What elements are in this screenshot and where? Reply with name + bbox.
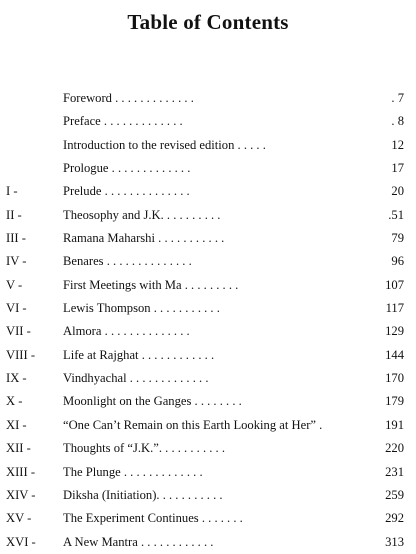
chapter-number: VI - xyxy=(6,301,27,316)
chapter-title: Diksha (Initiation). xyxy=(63,487,160,502)
chapter-title: A New Mantra xyxy=(63,534,138,549)
entry-title-line xyxy=(63,250,192,273)
dot-leader: . . . . . . . . . . . . . xyxy=(115,91,194,105)
dot-leader: . . . . . . . . xyxy=(194,394,242,409)
page-number: 313 xyxy=(385,534,404,549)
page-number: 170 xyxy=(385,371,404,386)
toc-entry xyxy=(0,250,416,273)
page-number: 129 xyxy=(385,324,404,339)
page-number: 79 xyxy=(391,231,404,246)
toc-list xyxy=(0,87,416,554)
entry-title-line xyxy=(63,274,238,297)
toc-entry xyxy=(0,87,416,110)
page-number: 107 xyxy=(385,277,404,292)
dot-leader: . . . . . . . . . . . xyxy=(153,301,220,316)
toc-entry xyxy=(0,297,416,320)
dot-leader: . . . . . . . . . . . . . xyxy=(111,161,191,176)
dot-leader: . . . . . . . . . . . . . xyxy=(123,464,203,479)
entry-title-line xyxy=(63,414,322,437)
chapter-number: XVI - xyxy=(6,534,36,549)
chapter-title: Benares xyxy=(63,254,104,269)
chapter-title: Preface xyxy=(63,114,101,129)
toc-entry xyxy=(0,437,416,460)
chapter-number: XI - xyxy=(6,417,27,432)
toc-entry xyxy=(0,414,416,437)
entry-title-line xyxy=(63,437,225,460)
toc-entry xyxy=(0,274,416,297)
dot-leader: . . . . . . . . . . xyxy=(162,487,223,502)
chapter-title: Theosophy and J.K. xyxy=(63,207,164,222)
page-number: 12 xyxy=(391,137,404,152)
entry-title-line xyxy=(63,134,266,157)
toc-entry xyxy=(0,484,416,507)
dot-leader: . . . . . xyxy=(237,137,266,152)
dot-leader: . . . . . . . . . . . . . . xyxy=(104,184,190,199)
chapter-number: IX - xyxy=(6,371,27,386)
dot-leader: . . . . . . . . . . . xyxy=(158,231,225,246)
chapter-number: XV - xyxy=(6,511,32,526)
chapter-title: The Plunge xyxy=(63,464,121,479)
page-number: . 7 xyxy=(391,91,404,105)
chapter-title: “One Can’t Remain on this Earth Looking at Her” xyxy=(63,417,316,432)
toc-entry xyxy=(0,110,416,133)
chapter-number: XIII - xyxy=(6,464,36,479)
dot-leader: . . . . . . . xyxy=(201,511,243,526)
dot-leader: . . . . . . . . . . xyxy=(165,441,225,456)
toc-entry xyxy=(0,180,416,203)
page-number: 220 xyxy=(385,441,404,456)
toc-entry xyxy=(0,134,416,157)
page-number: 17 xyxy=(391,161,404,176)
entry-title-line xyxy=(63,157,190,180)
chapter-number: V - xyxy=(6,277,23,292)
page-number: 231 xyxy=(385,464,404,479)
chapter-title: The Experiment Continues xyxy=(63,511,199,526)
entry-title-line xyxy=(63,297,220,320)
page-number: .51 xyxy=(388,207,404,222)
chapter-number: VII - xyxy=(6,324,31,339)
entry-title-line xyxy=(63,180,190,203)
dot-leader: . . . . . . . . . . . . xyxy=(141,534,214,549)
dot-leader: . . . . . . . . . . . . . xyxy=(103,114,183,129)
chapter-title: Thoughts of “J.K.”. xyxy=(63,441,162,456)
page-number: 144 xyxy=(385,347,404,362)
chapter-title: Prelude xyxy=(63,184,102,199)
chapter-title: Life at Rajghat xyxy=(63,347,139,362)
page-number: 96 xyxy=(391,254,404,269)
toc-entry xyxy=(0,531,416,554)
chapter-title: Ramana Maharshi xyxy=(63,231,155,246)
page-number: . 8 xyxy=(391,114,404,129)
toc-entry xyxy=(0,390,416,413)
dot-leader: . . . . . . . . . . . . . xyxy=(129,371,209,386)
page-title: Table of Contents xyxy=(127,10,289,34)
toc-entry xyxy=(0,367,416,390)
toc-entry xyxy=(0,227,416,250)
toc-entry xyxy=(0,461,416,484)
chapter-number: X - xyxy=(6,394,23,409)
page-number: 292 xyxy=(385,511,404,526)
toc-entry xyxy=(0,507,416,530)
entry-title-line xyxy=(63,204,220,227)
entry-title-line xyxy=(63,390,242,413)
chapter-number: XII - xyxy=(6,441,31,456)
dot-leader: . . . . . . . . . xyxy=(166,207,221,222)
chapter-title: First Meetings with Ma xyxy=(63,277,182,292)
dot-leader: . . . . . . . . . . . . . . xyxy=(104,324,190,339)
page-number: 191 xyxy=(385,417,404,432)
entry-title-line xyxy=(63,531,213,554)
page-number: 259 xyxy=(385,487,404,502)
entry-title-line xyxy=(63,110,183,133)
entry-title-line xyxy=(63,344,214,367)
dot-leader: . . . . . . . . . . . . . . xyxy=(106,254,192,269)
chapter-title: Moonlight on the Ganges xyxy=(63,394,192,409)
chapter-number: I - xyxy=(6,184,18,199)
entry-title-line xyxy=(63,507,243,530)
chapter-title: Almora xyxy=(63,324,102,339)
dot-leader: . . . . . . . . . xyxy=(184,277,239,292)
chapter-number: VIII - xyxy=(6,347,36,362)
page-number: 117 xyxy=(385,301,404,316)
dot-leader: . xyxy=(319,417,323,432)
chapter-title: Lewis Thompson xyxy=(63,301,151,316)
entry-title-line xyxy=(63,87,194,110)
entry-title-line xyxy=(63,461,203,484)
toc-entry xyxy=(0,157,416,180)
entry-title-line xyxy=(63,227,224,250)
chapter-number: XIV - xyxy=(6,487,36,502)
chapter-number: IV - xyxy=(6,254,27,269)
chapter-title: Vindhyachal xyxy=(63,371,127,386)
chapter-title: Introduction to the revised edition xyxy=(63,137,235,152)
page-number: 179 xyxy=(385,394,404,409)
chapter-number: II - xyxy=(6,207,22,222)
entry-title-line xyxy=(63,367,208,390)
entry-title-line xyxy=(63,320,190,343)
chapter-title: Prologue xyxy=(63,161,109,176)
dot-leader: . . . . . . . . . . . . xyxy=(141,347,215,362)
toc-entry xyxy=(0,344,416,367)
toc-entry xyxy=(0,320,416,343)
chapter-number: III - xyxy=(6,231,26,246)
page-number: 20 xyxy=(391,184,404,199)
toc-entry xyxy=(0,204,416,227)
entry-title-line xyxy=(63,484,223,507)
chapter-title: Foreword xyxy=(63,91,112,105)
